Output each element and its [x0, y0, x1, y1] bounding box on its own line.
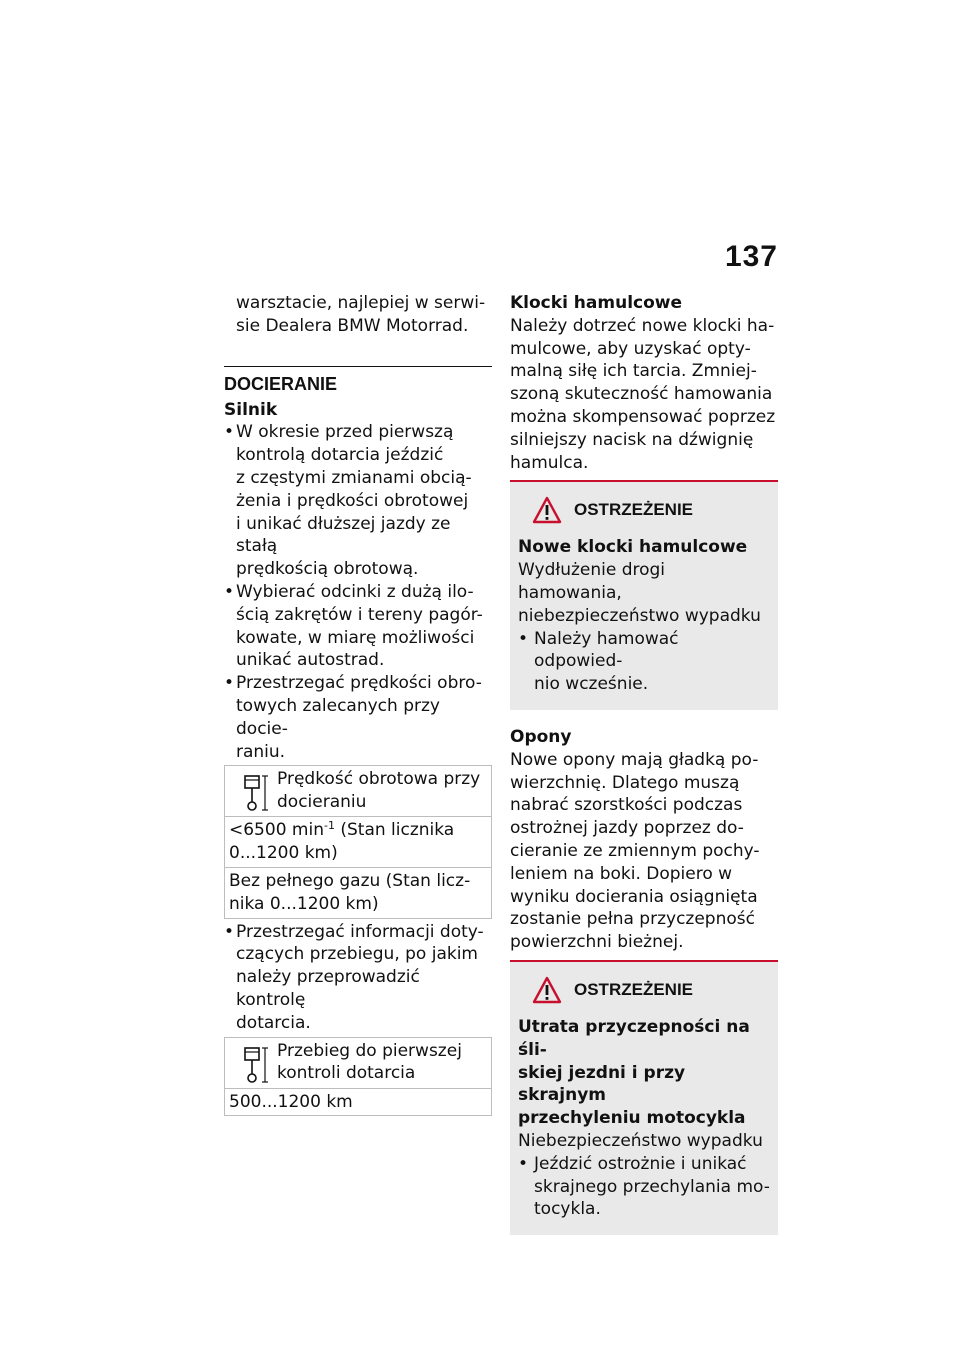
warning-triangle-icon: [532, 976, 562, 1004]
text-line: hamulca.: [510, 452, 589, 473]
warning-label: OSTRZEŻENIE: [574, 500, 694, 520]
subhead-brake-pads: Klocki hamulcowe: [510, 293, 683, 313]
spec-table-mileage: [224, 1037, 492, 1117]
right-column: [510, 292, 778, 1251]
piston-icon: [237, 1046, 275, 1086]
text-line: Nowe klocki hamulcowe: [518, 537, 748, 558]
text-line: szoną skuteczność hamowania: [510, 384, 773, 405]
tyres-paragraph: [510, 749, 778, 954]
warning-desc: [518, 1130, 770, 1153]
bullet-dot-icon: •: [224, 581, 235, 602]
text-line: Należy hamować odpowied-: [534, 628, 679, 672]
text-line: ścią zakrętów i tereny pagór-: [236, 604, 483, 625]
subhead-tyres: Opony: [510, 726, 572, 747]
text-line: prędkością obrotową.: [236, 559, 419, 580]
text-line: kontroli dotarcia: [277, 1063, 416, 1084]
text-line: silniejszy nacisk na dźwignię: [510, 429, 754, 450]
text-line: Należy dotrzeć nowe klocki ha-: [510, 315, 775, 336]
text-line: kowate, w miarę możliwości: [236, 627, 475, 648]
text-line: i unikać dłuższej jazdy ze stałą: [236, 513, 451, 557]
bullet-dot-icon: •: [518, 628, 529, 649]
text-line: W okresie przed pierwszą: [236, 422, 454, 443]
text-line: wierzchnię. Dlatego muszą: [510, 772, 740, 793]
text-line: nabrać szorstkości podczas: [510, 795, 743, 816]
text-line: z częstymi zmianami obcią-: [236, 467, 472, 488]
text-line: dotarcia.: [236, 1012, 311, 1033]
text-line: cieranie ze zmiennym pochy-: [510, 840, 760, 861]
warning-title: [518, 536, 770, 559]
text-line: Niebezpieczeństwo wypadku: [518, 1130, 763, 1151]
text-line: docieraniu: [277, 792, 367, 813]
spec-table-cell: [225, 867, 492, 918]
bullet-item: [224, 672, 492, 763]
bullet-dot-icon: •: [224, 921, 235, 942]
warning-label: OSTRZEŻENIE: [574, 979, 694, 999]
text-line: 0...1200 km): [229, 843, 338, 864]
brake-pads-paragraph: [510, 315, 778, 475]
text-line: Wydłużenie drogi hamowania,: [518, 560, 666, 603]
text-line: żenia i prędkości obrotowej: [236, 490, 469, 511]
bullet-dot-icon: •: [518, 1153, 529, 1174]
text-span: (Stan licznika: [334, 820, 455, 841]
spec-table-header: [225, 766, 492, 817]
warning-box-brake-pads: [510, 480, 778, 710]
text-line: sie Dealera BMW Motorrad.: [236, 315, 469, 336]
text-line: mulcowe, aby uzyskać opty-: [510, 338, 751, 359]
text-line: przechyleniu motocykla: [518, 1108, 746, 1129]
text-line: niebezpieczeństwo wypadku: [518, 605, 761, 626]
text-line: ostrożnej jazdy poprzez do-: [510, 818, 744, 839]
warning-desc: [518, 559, 770, 627]
text-line: zostanie pełna przyczepność: [510, 909, 755, 930]
text-line: unikać autostrad.: [236, 650, 385, 671]
section-title: DOCIERANIE: [224, 366, 492, 395]
text-line: kontrolą dotarcia jeździć: [236, 445, 444, 466]
text-line: warsztacie, najlepiej w serwi-: [236, 293, 486, 313]
spec-table-rpm: [224, 765, 492, 918]
text-line: czących przebiegu, po jakim: [236, 944, 478, 965]
warning-title: [518, 1016, 770, 1130]
text-line: towych zalecanych przy docie-: [236, 695, 440, 739]
text-line: skiej jezdni i przy skrajnym: [518, 1062, 686, 1106]
warning-triangle-icon: [532, 496, 562, 524]
spec-table-header: [225, 1037, 492, 1088]
bullet-item: [224, 421, 492, 581]
piston-icon: [237, 774, 275, 814]
text-line: leniem na boki. Dopiero w: [510, 863, 733, 884]
bullet-item: [224, 921, 492, 1035]
superscript: -1: [323, 819, 335, 833]
spec-table-cell: 500...1200 km: [225, 1088, 492, 1116]
text-line: Utrata przyczepności na śli-: [518, 1016, 750, 1060]
text-line: powierzchni bieżnej.: [510, 932, 684, 953]
bullet-dot-icon: •: [224, 422, 235, 443]
text-line: nika 0...1200 km): [229, 893, 379, 914]
text-line: Przebieg do pierwszej: [277, 1040, 462, 1061]
warning-bullet: [518, 628, 770, 696]
intro-paragraph: [224, 292, 492, 338]
text-line: Jeździć ostrożnie i unikać: [534, 1153, 747, 1174]
page-number: 137: [724, 240, 778, 273]
spec-table-cell: [225, 817, 492, 868]
text-line: nio wcześnie.: [534, 674, 649, 695]
bullet-dot-icon: •: [224, 673, 235, 694]
text-line: skrajnego przechylania mo-: [534, 1176, 770, 1197]
left-column: [224, 292, 492, 1118]
text-line: można skompensować poprzez: [510, 406, 776, 427]
warning-box-tyres: [510, 960, 778, 1235]
text-line: malną siłę ich tarcia. Zmniej-: [510, 361, 757, 382]
text-line: Bez pełnego gazu (Stan licz-: [229, 870, 471, 891]
text-line: należy przeprowadzić kontrolę: [236, 967, 420, 1010]
text-line: tocykla.: [534, 1199, 601, 1220]
text-line: raniu.: [236, 741, 286, 762]
text-span: <6500 min: [229, 820, 324, 841]
bullet-item: [224, 581, 492, 672]
subhead-engine: Silnik: [224, 399, 278, 420]
text-line: wyniku docierania osiągnięta: [510, 886, 758, 907]
warning-bullet: [518, 1153, 770, 1221]
text-line: Wybierać odcinki z dużą ilo-: [236, 581, 474, 602]
text-line: Przestrzegać prędkości obro-: [236, 673, 482, 694]
text-line: Prędkość obrotowa przy: [277, 769, 481, 790]
text-line: Nowe opony mają gładką po-: [510, 749, 759, 770]
text-line: Przestrzegać informacji doty-: [236, 921, 484, 942]
